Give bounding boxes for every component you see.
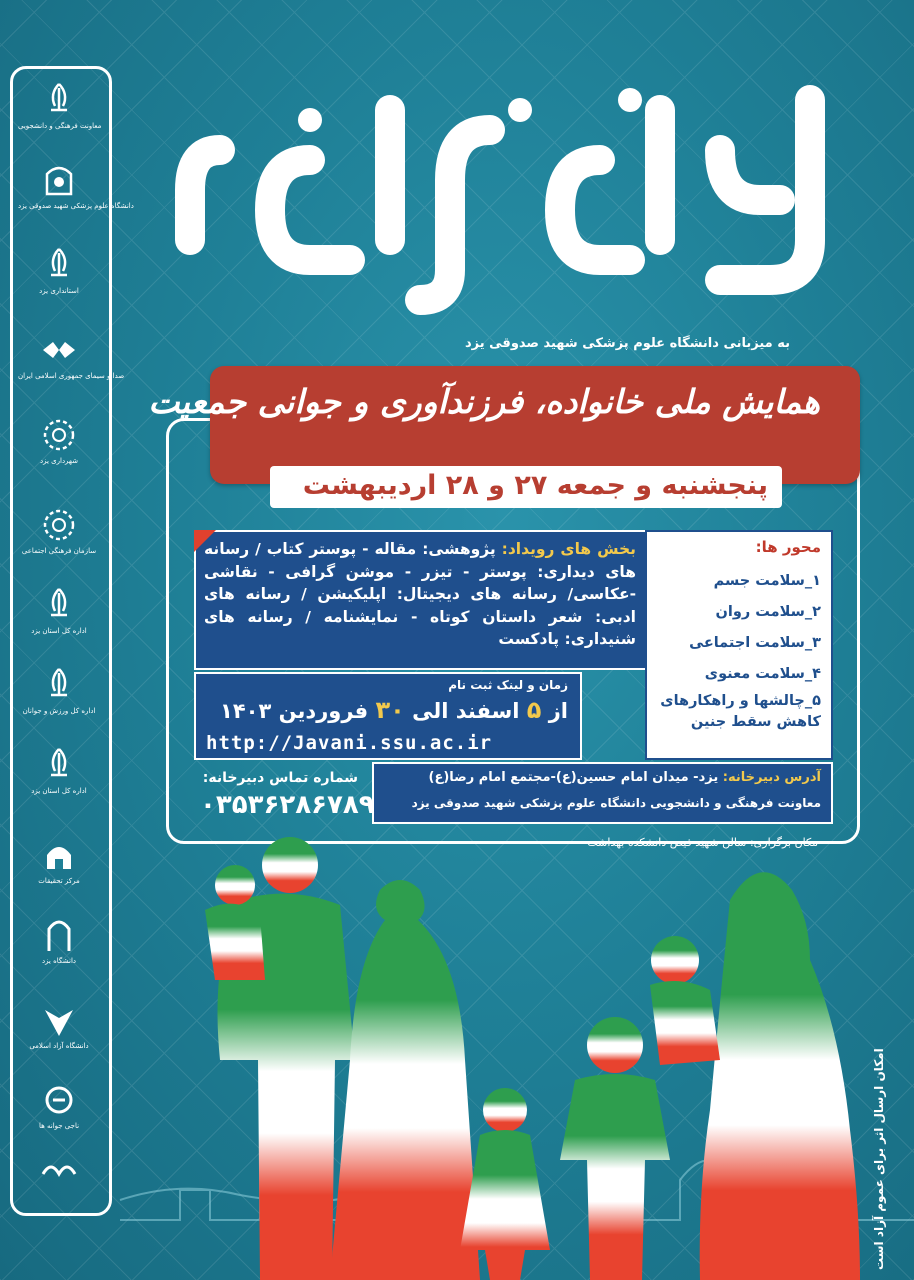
partner-logo-caption: صدا و سیمای جمهوری اسلامی ایران: [18, 372, 125, 380]
azad-emblem-icon: [39, 1000, 79, 1040]
iran-emblem-icon: [39, 745, 79, 785]
partner-logo: [18, 835, 100, 915]
naji-logo-icon: [39, 1080, 79, 1120]
topic-item: ۴_سلامت معنوی: [704, 666, 821, 682]
partner-logo-caption: شهرداری یزد: [39, 457, 79, 465]
topics-heading: محور ها:: [755, 538, 821, 556]
registration-start-month: اسفند: [455, 699, 520, 723]
iran-emblem-icon: [39, 245, 79, 285]
topic-item: کاهش سقط جنین: [690, 714, 821, 730]
secretariat-address-label: آدرس دبیرخانه:: [722, 770, 821, 785]
registration-end-month: فروردین: [278, 699, 369, 723]
nafas-logo-icon: [39, 1150, 79, 1190]
partner-logo: [18, 160, 134, 240]
registration-year: ۱۴۰۳: [220, 699, 272, 723]
registration-box: [194, 672, 582, 760]
event-sections-panel: [194, 530, 648, 670]
mosque-emblem-icon: [39, 835, 79, 875]
rosette-emblem-icon: [39, 415, 79, 455]
partner-logo-caption: دانشگاه یزد: [41, 957, 77, 965]
secretariat-address-line1: [429, 770, 821, 785]
title-text: ایران جوان: [160, 55, 234, 74]
host-text: به میزبانی دانشگاه علوم پزشکی شهید صدوقی یزد: [464, 336, 790, 351]
partner-logo: [18, 330, 125, 410]
registration-label: زمان و لینک ثبت نام: [448, 678, 568, 692]
partner-logo-caption: ناجی جوانه ها: [38, 1122, 80, 1130]
partner-logo-caption: دانشگاه علوم پزشکی شهید صدوقی یزد: [18, 202, 134, 210]
registration-until: الی: [412, 699, 449, 723]
event-title: همایش ملی خانواده، فرزندآوری و جوانی جمعیت: [148, 382, 820, 421]
partner-logo: [18, 1000, 100, 1080]
broadcast-emblem-icon: [39, 330, 79, 370]
topics-box: [645, 530, 833, 760]
submission-note: امکان ارسال اثر برای عموم آزاد است: [872, 1048, 886, 1270]
topic-item: ۵_چالشها و راهکارهای: [660, 693, 821, 709]
partner-logo: [18, 1080, 100, 1160]
partner-logo: [18, 80, 100, 160]
partner-logo-caption: استانداری یزد: [39, 287, 79, 295]
contact-phone[interactable]: ۰۳۵۳۶۲۸۶۷۸۹: [200, 790, 375, 820]
secretariat-address-box: [372, 762, 833, 824]
partner-logo: [18, 1150, 100, 1230]
event-sections-text: [204, 538, 636, 651]
topic-item: ۳_سلامت اجتماعی: [689, 635, 821, 651]
event-date: پنجشنبه و جمعه ۲۷ و ۲۸ اردیبهشت: [302, 470, 768, 501]
partner-logo-caption: اداره کل استان یزد: [31, 787, 87, 795]
registration-link[interactable]: http://Javani.ssu.ac.ir: [206, 732, 493, 754]
partner-logo-caption: دانشگاه آزاد اسلامی: [29, 1042, 89, 1050]
registration-dates: [220, 696, 568, 724]
event-sections-body: پژوهشی: مقاله - پوستر کتاب / رسانه های دیداری: پوستر - تیزر - موشن گرافی - نقاشی -عکاسی/ رسانه های دیجیتال: اپلیکیشن / رسانه های ادبی: شعر داستان کوتاه - نمایشنامه / رسانه های شنیداری: پادکست: [204, 540, 636, 648]
registration-start-day: ۵: [526, 696, 542, 724]
registration-end-day: ۳۰: [375, 696, 405, 724]
venue-text: مکان برگزاری: سالن شهید فیض دانشکده بهداشت: [587, 836, 818, 849]
partner-logo: [18, 585, 100, 665]
topics-list: [660, 566, 821, 732]
secretariat-address-line2: معاونت فرهنگی و دانشجویی دانشگاه علوم پزشکی شهید صدوقی یزد: [411, 796, 821, 810]
secretariat-address-value: یزد- میدان امام حسین(ع)-مجتمع امام رضا(ع): [428, 770, 719, 785]
partner-logo-caption: اداره کل ورزش و جوانان: [22, 707, 96, 715]
title-calligraphy: [160, 55, 860, 310]
partner-logo: [18, 415, 100, 495]
partner-logo-caption: سازمان فرهنگی اجتماعی: [21, 547, 97, 555]
partner-logo: [18, 745, 100, 825]
event-date-bar: [270, 466, 782, 508]
partner-logo: [18, 915, 100, 995]
rosette-emblem-icon: [39, 505, 79, 545]
partner-logo: [18, 245, 100, 325]
partner-logo-caption: اداره کل استان یزد: [31, 627, 87, 635]
iran-emblem-icon: [39, 80, 79, 120]
partner-logo: [18, 505, 100, 585]
topic-item: ۱_سلامت جسم: [713, 573, 821, 589]
arch-emblem-icon: [39, 915, 79, 955]
contact-label: شماره تماس دبیرخانه:: [202, 770, 358, 786]
partner-logo-caption: مرکز تحقیقات: [38, 877, 80, 885]
family-silhouette: [120, 830, 914, 1280]
event-sections-heading: بخش های رویداد:: [501, 540, 637, 558]
topic-item: ۲_سلامت روان: [715, 604, 821, 620]
partner-logo-caption: معاونت فرهنگی و دانشجویی: [18, 122, 102, 130]
iran-emblem-icon: [39, 585, 79, 625]
registration-from: از: [548, 699, 568, 723]
partner-logo: [18, 665, 100, 745]
iran-emblem-icon: [39, 665, 79, 705]
university-emblem-icon: [39, 160, 79, 200]
